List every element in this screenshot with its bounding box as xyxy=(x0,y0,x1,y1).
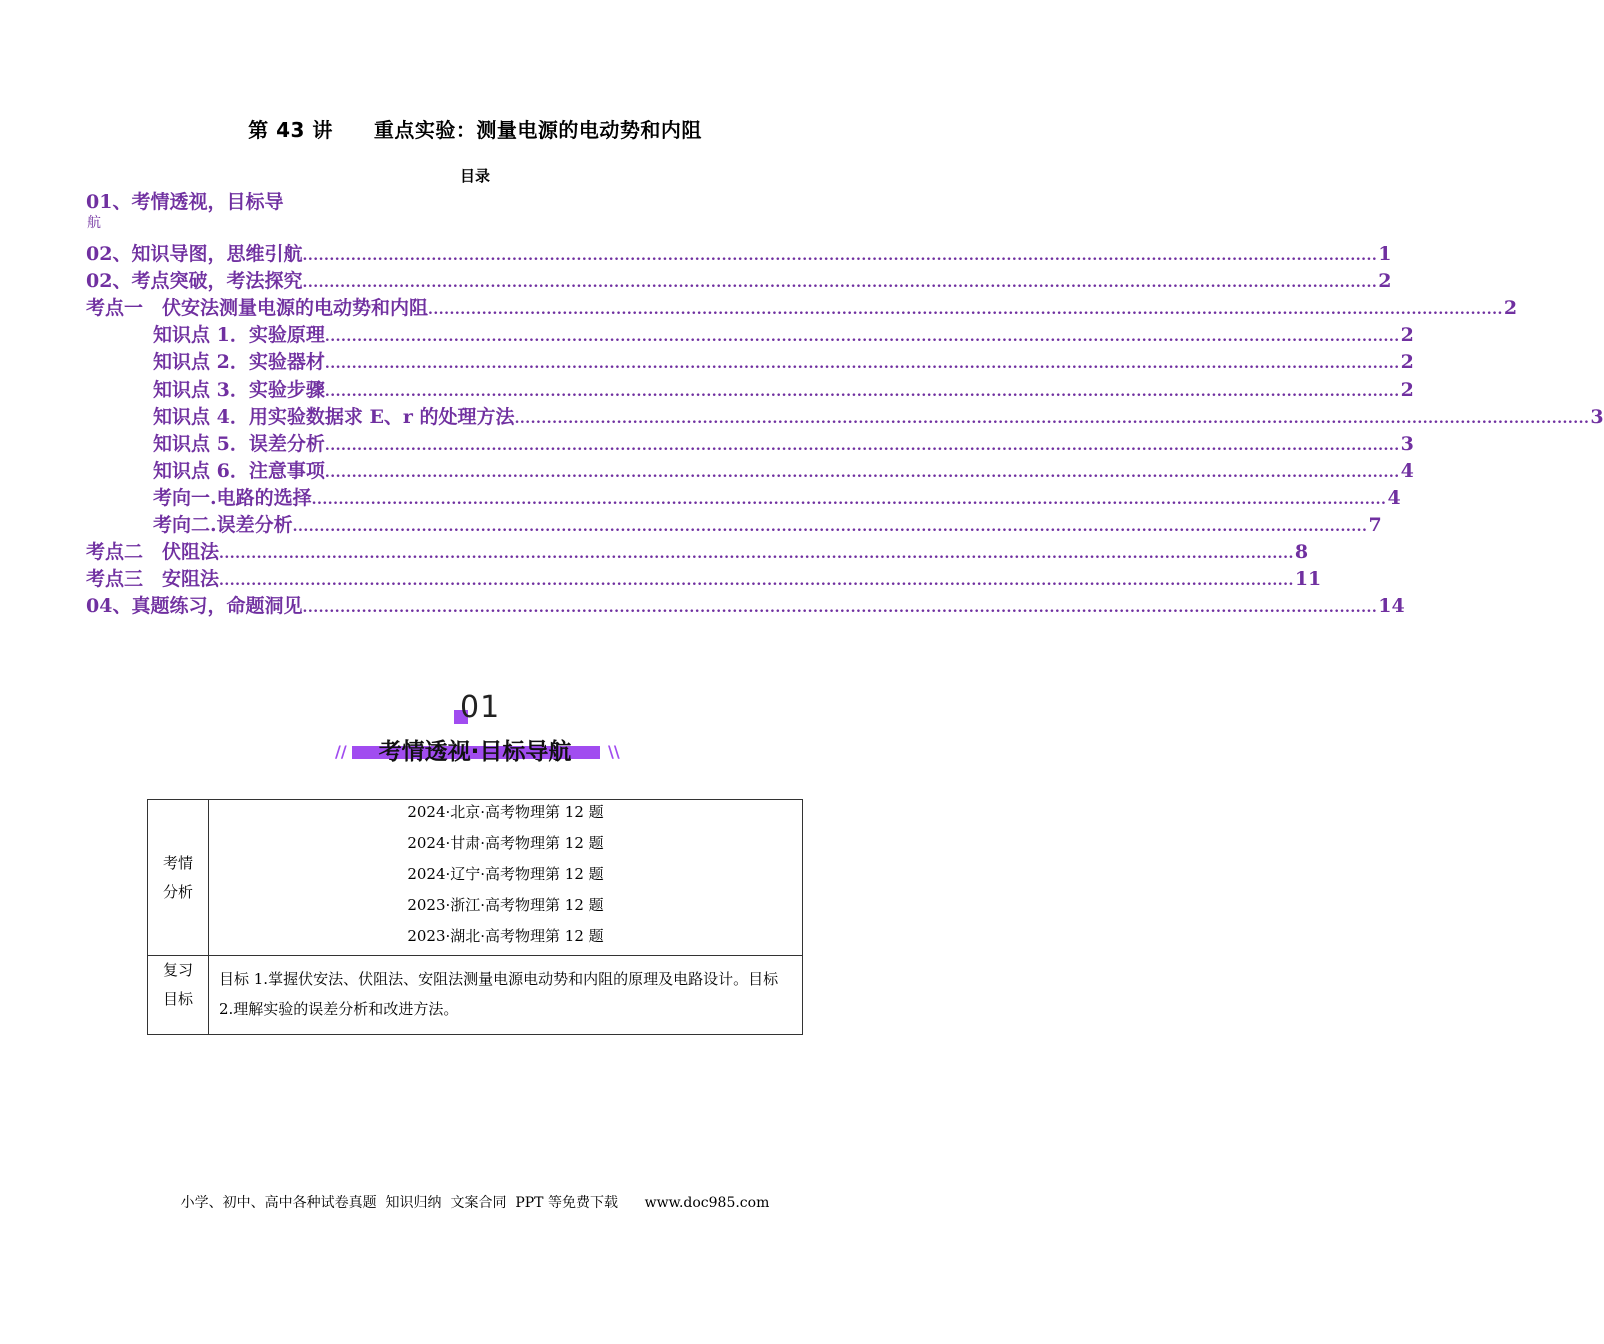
source-list xyxy=(209,800,803,956)
source-item: 2023·湖北·高考物理第 12 题 xyxy=(407,927,604,945)
toc-entry-title: 知识点 1．实验原理 xyxy=(153,324,325,347)
banner-left-slash-icon: // xyxy=(335,742,347,761)
toc-dot-leader: ........................................................................................................................................................................................................ xyxy=(324,437,1400,454)
table-row xyxy=(148,800,803,956)
toc-dot-leader: ........................................................................................................................................................................................................ xyxy=(324,356,1400,373)
toc-entry-title: 知识点 6．注意事项 xyxy=(153,459,325,482)
toc-entry[interactable] xyxy=(153,405,1604,429)
toc-dot-leader: ........................................................................................................................................................................................................ xyxy=(219,573,1294,590)
source-item: 2024·甘肃·高考物理第 12 题 xyxy=(407,834,604,852)
toc-entry[interactable] xyxy=(86,594,1405,618)
source-item: 2024·辽宁·高考物理第 12 题 xyxy=(407,865,604,883)
toc-dot-leader: ........................................................................................................................................................................................................ xyxy=(302,275,1378,292)
exam-analysis-table xyxy=(147,799,803,1035)
toc-entry[interactable] xyxy=(86,242,1392,266)
banner-right-slash-icon: \\ xyxy=(608,742,620,761)
toc-entry-first[interactable]: 01、考情透视，目标导 xyxy=(86,191,284,213)
toc-dot-leader: ........................................................................................................................................................................................................ xyxy=(514,410,1590,427)
toc-entry[interactable] xyxy=(86,540,1309,564)
toc-dot-leader: ........................................................................................................................................................................................................ xyxy=(324,383,1400,400)
toc-entry-title: 考点三 安阻法 xyxy=(86,568,220,591)
toc-entry-title: 知识点 3．实验步骤 xyxy=(153,378,325,401)
toc-entry-title: 考向一.电路的选择 xyxy=(153,486,312,509)
toc-entry[interactable] xyxy=(153,378,1414,402)
page-footer: 小学、初中、高中各种试卷真题 知识归纳 文案合同 PPT 等免费下载 www.doc985.com xyxy=(180,1195,770,1211)
toc-entry-title: 知识点 4．用实验数据求 E、r 的处理方法 xyxy=(153,405,515,428)
toc-entry-title: 04、真题练习，命题洞见 xyxy=(86,595,303,618)
toc-entry-first-wrap: 航 xyxy=(87,215,101,231)
table-of-contents xyxy=(0,0,1604,630)
toc-dot-leader: ........................................................................................................................................................................................................ xyxy=(302,600,1378,617)
toc-dot-leader: ........................................................................................................................................................................................................ xyxy=(311,491,1387,508)
toc-entry-title: 考向二.误差分析 xyxy=(153,514,293,536)
row-label-analysis: 考情 分析 xyxy=(148,800,209,956)
row-label-goals: 复习 目标 xyxy=(148,956,209,1035)
toc-entry-page: 2 xyxy=(1503,297,1518,320)
banner-number: 01 xyxy=(460,690,501,725)
source-item: 2023·浙江·高考物理第 12 题 xyxy=(407,896,604,914)
toc-entry-page: 3 xyxy=(1590,405,1604,428)
banner-label: 考情透视·目标导航 xyxy=(378,739,572,765)
source-item: 2024·北京·高考物理第 12 题 xyxy=(407,803,604,821)
toc-entry[interactable] xyxy=(86,567,1322,591)
toc-entry[interactable] xyxy=(153,486,1401,510)
document-title: 第 43 讲 重点实验：测量电源的电动势和内阻 xyxy=(248,118,702,142)
toc-entry-page: 8 xyxy=(1294,541,1309,564)
toc-entry[interactable] xyxy=(153,513,1382,537)
toc-entry[interactable] xyxy=(153,323,1414,347)
toc-entry[interactable] xyxy=(86,296,1518,320)
toc-entry[interactable] xyxy=(86,269,1392,293)
toc-heading: 目录 xyxy=(459,167,490,185)
toc-dot-leader: ........................................................................................................................................................................................................ xyxy=(428,302,1503,319)
toc-entry-page: 2 xyxy=(1400,324,1414,347)
toc-entry-page: 2 xyxy=(1400,351,1414,374)
toc-entry-page: 14 xyxy=(1378,595,1405,618)
table-row xyxy=(148,956,803,1035)
review-goals-text: 目标 1.掌握伏安法、伏阻法、安阻法测量电源电动势和内阻的原理及电路设计。目标 2.理解实验的误差分析和改进方法。 xyxy=(209,956,803,1035)
toc-dot-leader: ........................................................................................................................................................................................................ xyxy=(292,519,1368,535)
toc-entry-page: 2 xyxy=(1378,270,1392,293)
toc-dot-leader: ........................................................................................................................................................................................................ xyxy=(324,464,1400,481)
toc-entry-title: 02、考点突破，考法探究 xyxy=(86,270,303,293)
toc-entry-page: 3 xyxy=(1400,432,1414,455)
toc-entry-page: 4 xyxy=(1387,486,1401,509)
toc-entry-page: 4 xyxy=(1400,459,1414,482)
toc-entry-title: 考点一 伏安法测量电源的电动势和内阻 xyxy=(86,297,429,320)
toc-entry-title: 知识点 5．误差分析 xyxy=(153,432,325,455)
toc-entry[interactable] xyxy=(153,432,1414,456)
toc-entry-page: 1 xyxy=(1378,243,1392,265)
toc-entry-page: 11 xyxy=(1294,568,1322,591)
section-banner xyxy=(330,690,620,772)
toc-entry-title: 02、知识导图，思维引航 xyxy=(86,243,303,265)
toc-entry-page: 2 xyxy=(1400,378,1414,401)
toc-entry-title: 知识点 2．实验器材 xyxy=(153,351,325,374)
toc-dot-leader: ........................................................................................................................................................................................................ xyxy=(219,546,1294,563)
toc-dot-leader: ........................................................................................................................................................................................................ xyxy=(324,329,1400,346)
toc-entry[interactable] xyxy=(153,350,1414,374)
toc-dot-leader: ........................................................................................................................................................................................................ xyxy=(302,248,1378,264)
toc-entry-page: 7 xyxy=(1368,514,1382,536)
toc-entry[interactable] xyxy=(153,459,1414,483)
toc-entry-title: 考点二 伏阻法 xyxy=(86,541,220,564)
